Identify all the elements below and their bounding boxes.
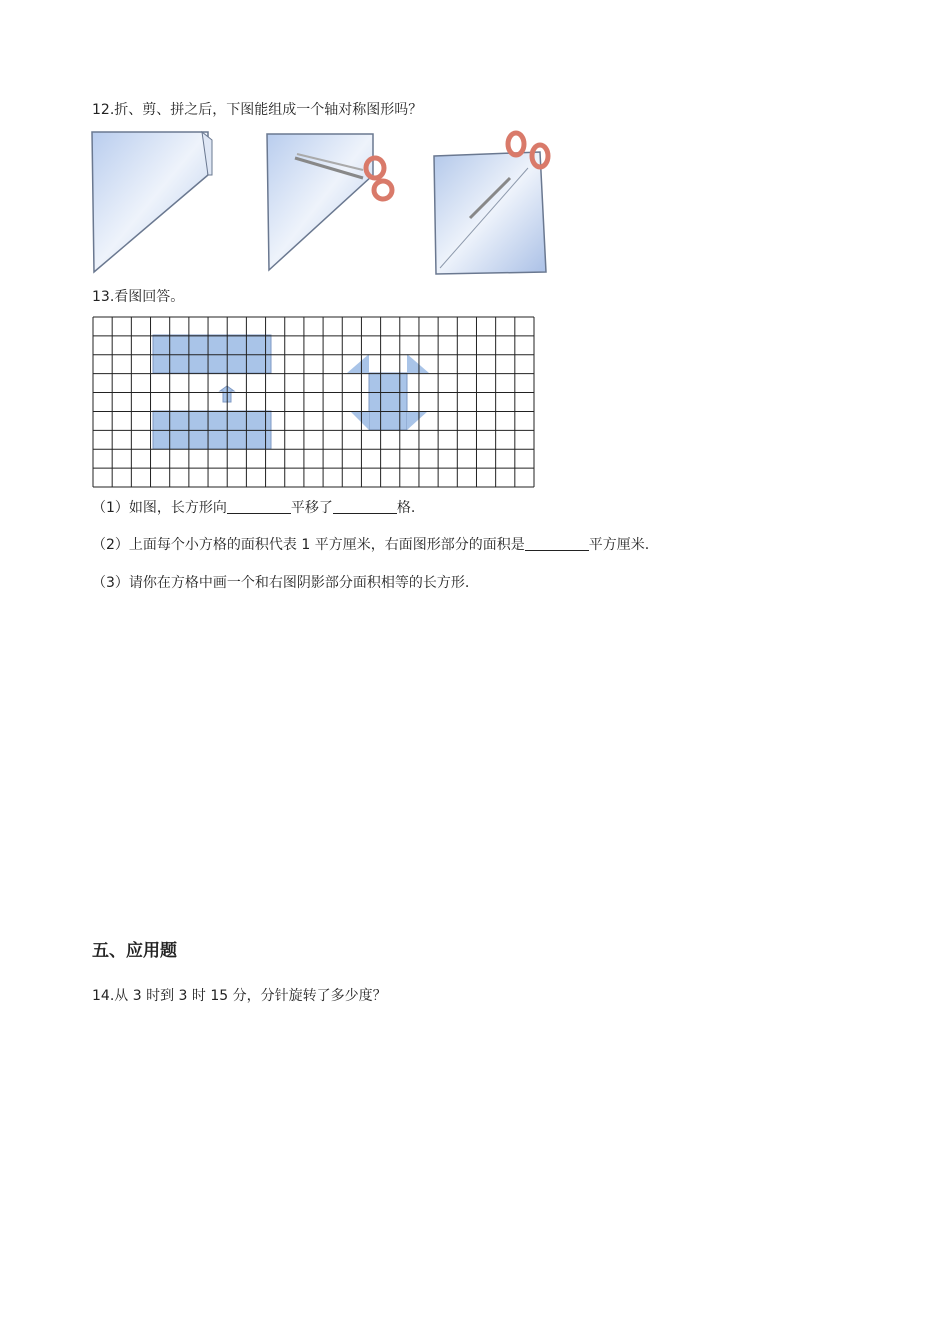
q13-part1-prefix: （1）如图，长方形向 bbox=[92, 500, 227, 516]
unfolded-paper-figure bbox=[430, 128, 560, 278]
question-14-text: 14.从 3 时到 3 时 15 分，分针旋转了多少度？ bbox=[92, 988, 387, 1004]
question-12-text: 12.折、剪、拼之后，下图能组成一个轴对称图形吗？ bbox=[92, 102, 423, 118]
q13-part2-suffix: 平方厘米. bbox=[588, 537, 650, 553]
grid-shapes bbox=[153, 335, 429, 449]
cutting-paper-figure bbox=[263, 130, 398, 275]
rectangle-top bbox=[153, 335, 271, 373]
question-13-text: 13.看图回答。 bbox=[92, 289, 185, 305]
folded-paper-figure bbox=[90, 130, 215, 275]
question-13-part-3: （3）请你在方格中画一个和右图阴影部分面积相等的长方形. bbox=[92, 575, 470, 591]
triangle-bottom-right bbox=[407, 411, 428, 430]
q13-part1-suffix: 格. bbox=[396, 500, 416, 516]
direction-blank[interactable] bbox=[227, 499, 291, 514]
cross-shape-center bbox=[369, 373, 407, 430]
question-13-part-2 bbox=[92, 535, 649, 555]
q13-part2-prefix: （2）上面每个小方格的面积代表 1 平方厘米，右面图形部分的面积是 bbox=[92, 537, 525, 553]
triangle-bottom-left bbox=[350, 411, 369, 430]
distance-blank[interactable] bbox=[333, 499, 397, 514]
question-13-part-1 bbox=[92, 498, 415, 518]
section-5-heading: 五、应用题 bbox=[92, 941, 177, 961]
q13-part1-middle: 平移了 bbox=[290, 500, 333, 516]
triangle-top-left bbox=[347, 354, 369, 373]
grid-figure bbox=[92, 316, 535, 488]
area-blank[interactable] bbox=[525, 536, 589, 551]
triangle-top-right bbox=[407, 354, 429, 373]
